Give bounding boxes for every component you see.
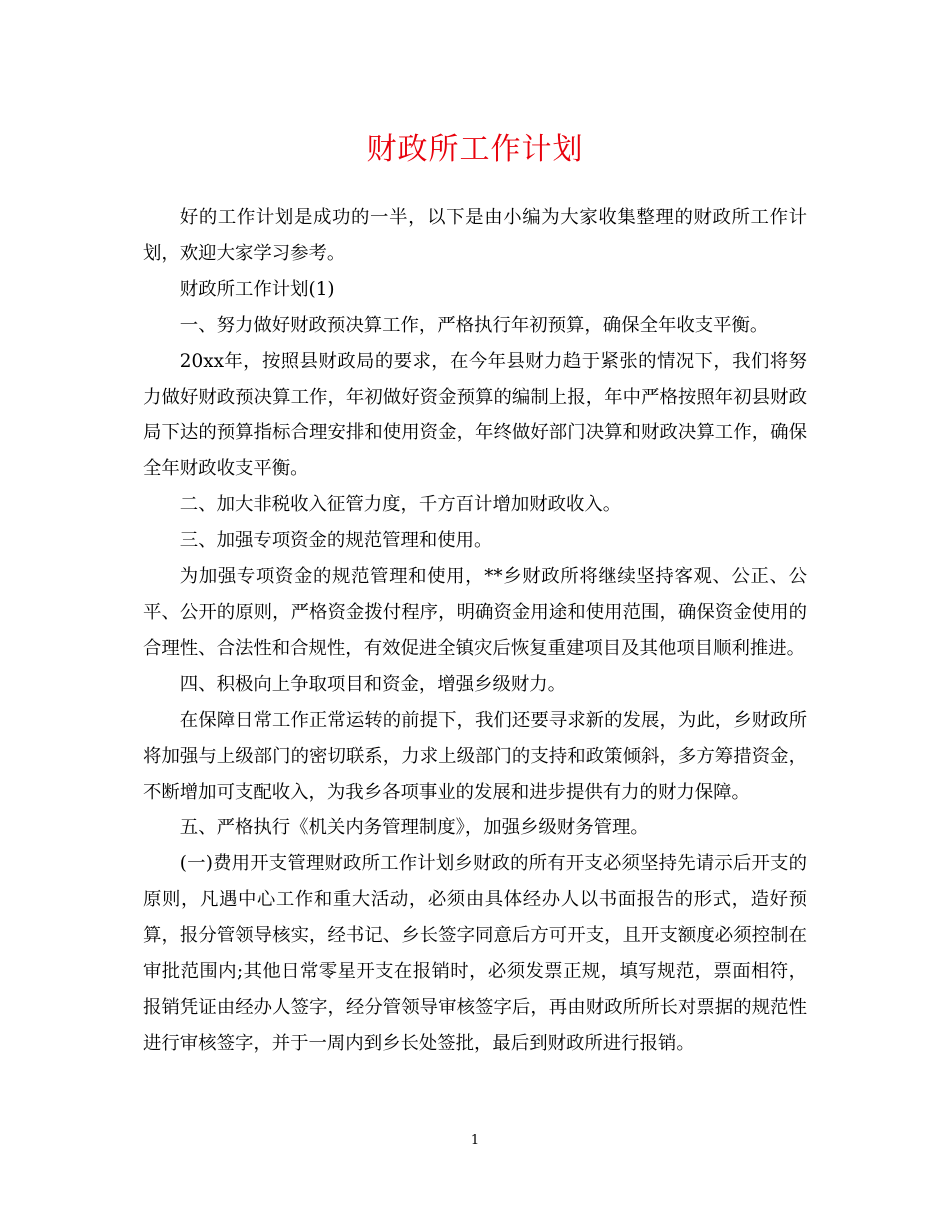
paragraph-item-4-body: 在保障日常工作正常运转的前提下，我们还要寻求新的发展，为此，乡财政所将加强与上级部门的密切联系，力求上级部门的支持和政策倾斜，多方筹措资金，不断增加可支配收入，为我乡各项事业的发展和进步提供有力的财力保障。 bbox=[143, 709, 807, 803]
paragraph-item-1-body: 20xx年，按照县财政局的要求，在今年县财力趋于紧张的情况下，我们将努力做好财政预决算工作，年初做好资金预算的编制上报，年中严格按照年初县财政局下达的预算指标合理安排和使用资金，年终做好部门决算和财政决算工作，确保全年财政收支平衡。 bbox=[143, 350, 807, 480]
document-body bbox=[143, 200, 807, 1062]
paragraph-item-5-body: (一)费用开支管理财政所工作计划乡财政的所有开支必须坚持先请示后开支的原则，凡遇中心工作和重大活动，必须由具体经办人以书面报告的形式，造好预算，报分管领导核实，经书记、乡长签字同意后方可开支，且开支额度必须控制在审批范围内;其他日常零星开支在报销时，必须发票正规，填写规范，票面相符，报销凭证由经办人签字，经分管领导审核签字后，再由财政所所长对票据的规范性进行审核签字，并于一周内到乡长处签批，最后到财政所进行报销。 bbox=[143, 853, 807, 1054]
document-title: 财政所工作计划 bbox=[366, 132, 584, 167]
page-number: 1 bbox=[470, 1133, 480, 1148]
paragraph-item-5-heading: 五、严格执行《机关内务管理制度》，加强乡级财务管理。 bbox=[179, 817, 649, 839]
paragraph-item-4-heading: 四、积极向上争取项目和资金，增强乡级财力。 bbox=[179, 673, 567, 695]
paragraph-item-3-heading: 三、加强专项资金的规范管理和使用。 bbox=[179, 530, 493, 552]
paragraph-item-1-heading: 一、努力做好财政预决算工作，严格执行年初预算，确保全年收支平衡。 bbox=[179, 314, 769, 336]
paragraph-item-3-body: 为加强专项资金的规范管理和使用，**乡财政所将继续坚持客观、公正、公平、公开的原则，严格资金拨付程序，明确资金用途和使用范围，确保资金使用的合理性、合法性和合规性，有效促进全镇灾后恢复重建项目及其他项目顺利推进。 bbox=[143, 566, 807, 659]
paragraph-item-2-heading: 二、加大非税收入征管力度，千方百计增加财政收入。 bbox=[179, 494, 622, 516]
paragraph-intro: 好的工作计划是成功的一半，以下是由小编为大家收集整理的财政所工作计划，欢迎大家学习参考。 bbox=[143, 207, 807, 264]
paragraph-section-heading: 财政所工作计划(1) bbox=[179, 278, 335, 300]
